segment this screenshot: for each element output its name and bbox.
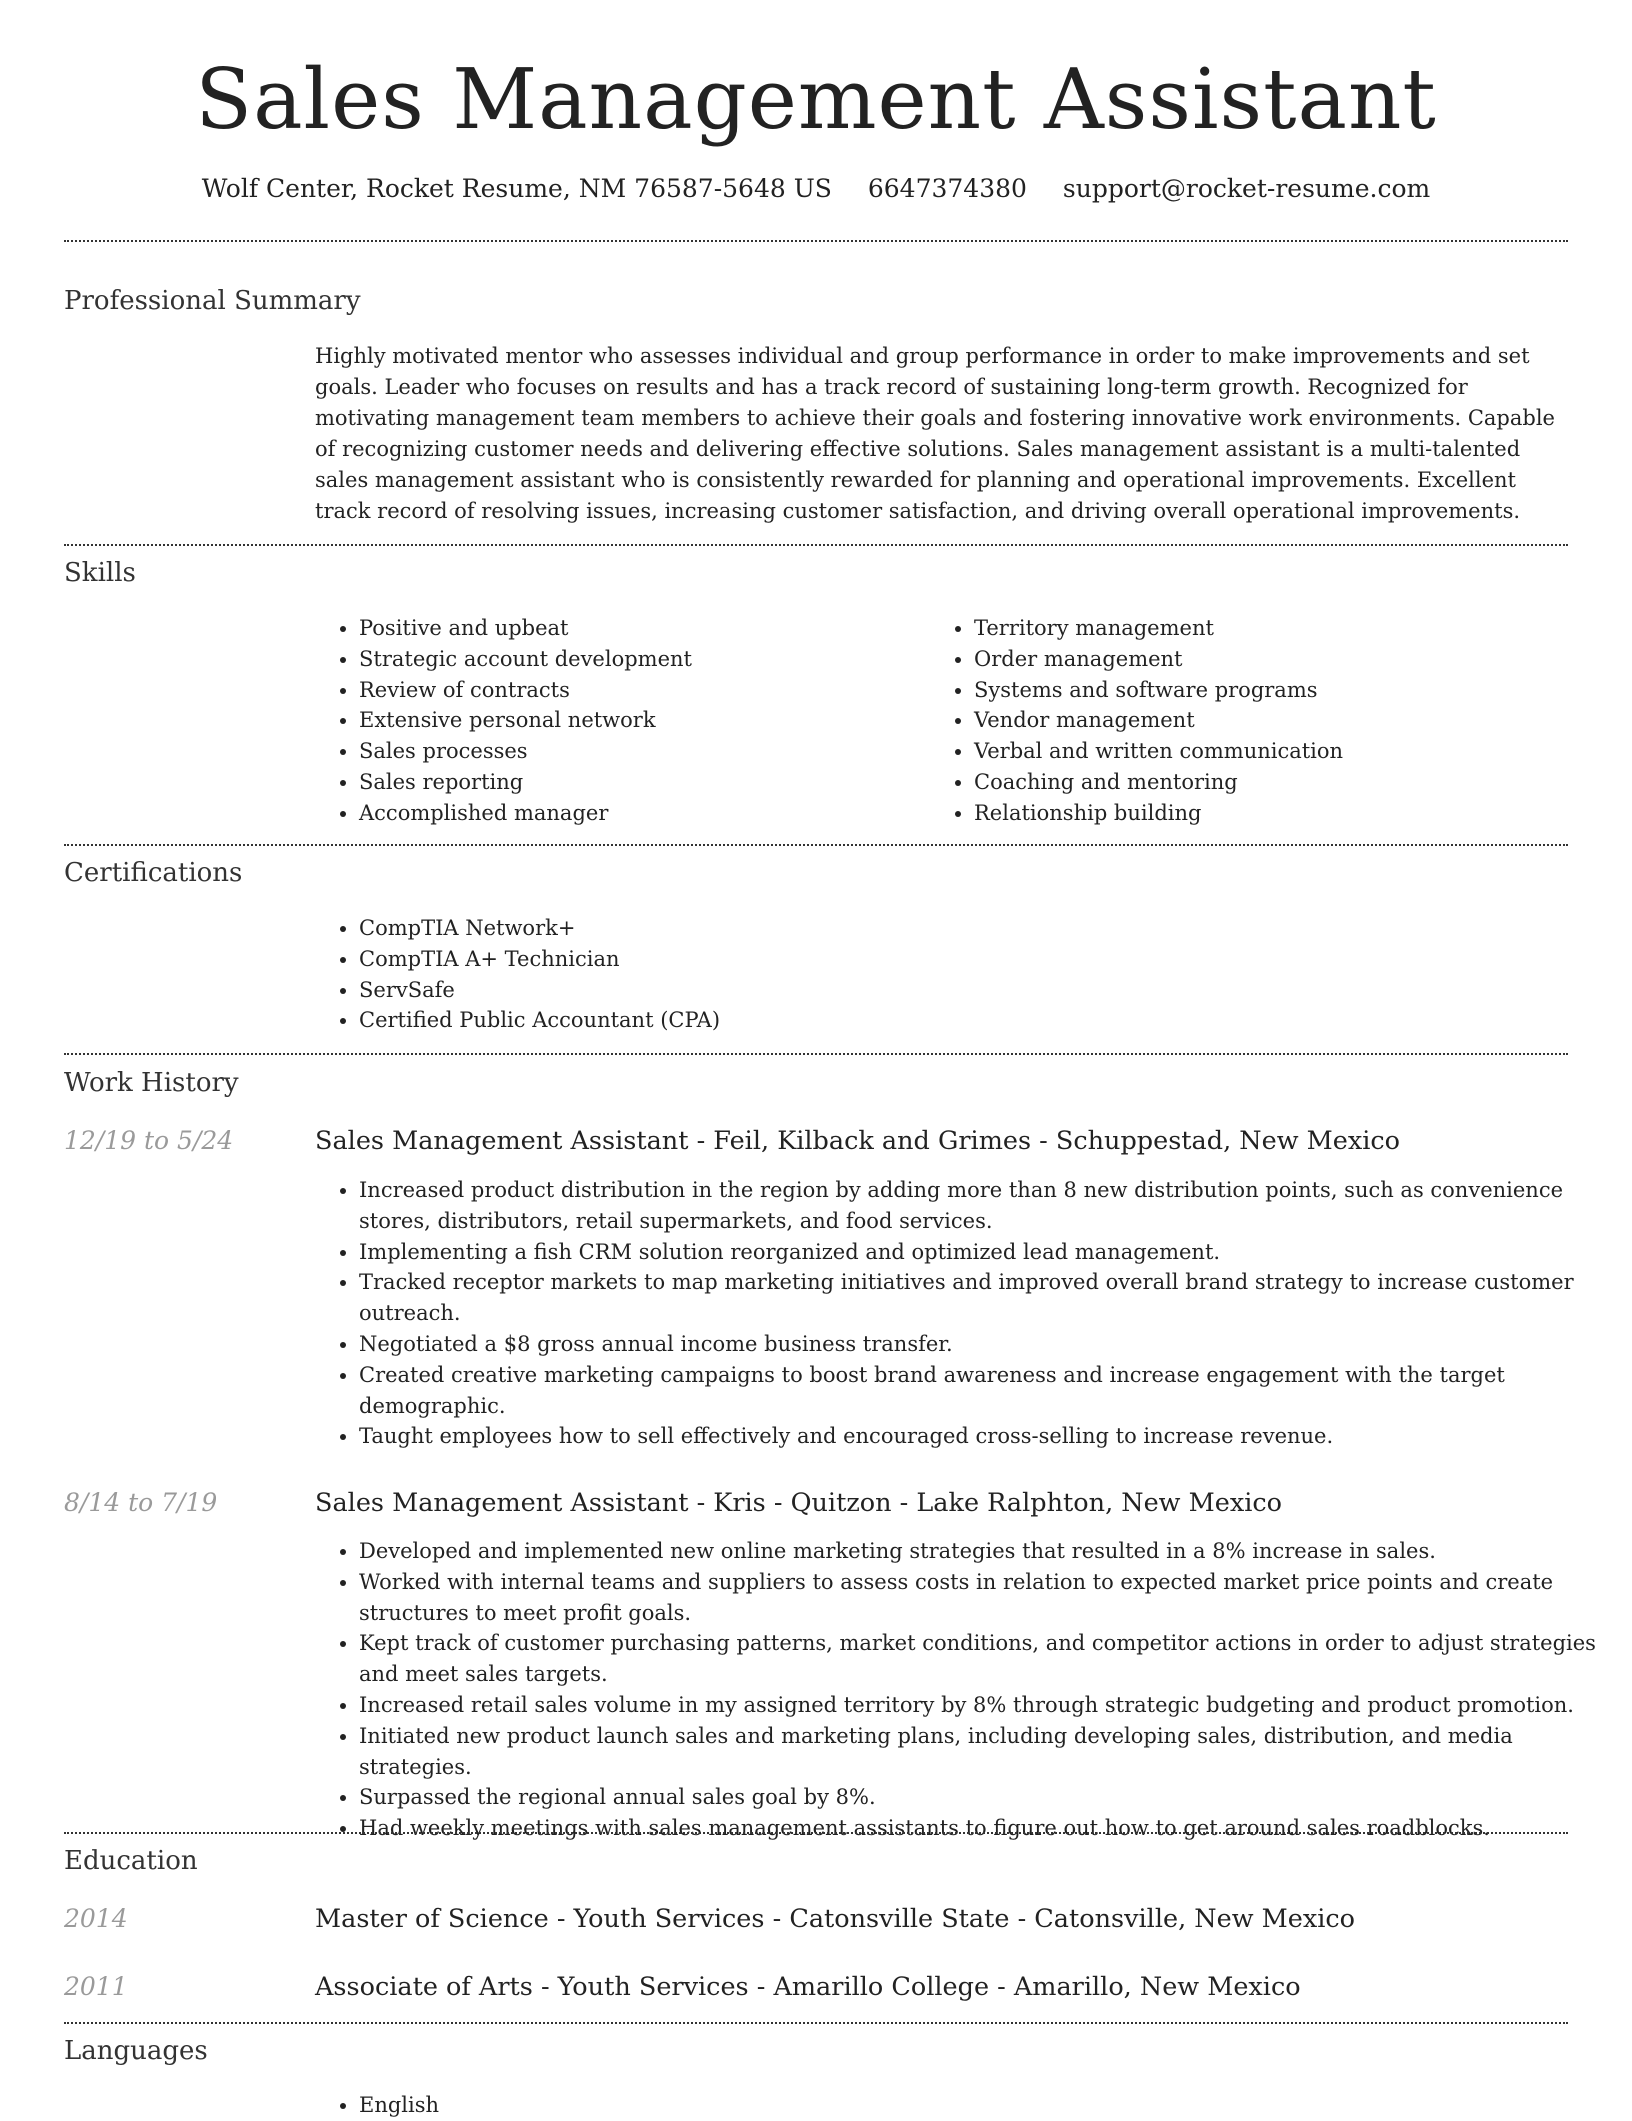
list-item: • Verbal and written communication: [974, 736, 1594, 767]
job-title: Sales Management Assistant - Kris - Quitzon - Lake Ralphton, New Mexico: [315, 1488, 1282, 1518]
contact-line: [0, 172, 1632, 206]
section-divider: [64, 544, 1568, 546]
section-divider: [64, 1053, 1568, 1055]
list-item: • Sales reporting: [359, 767, 919, 798]
list-item: • Kept track of customer purchasing patterns, market conditions, and competitor actions in order to adjust strategies and meet sales targets.: [359, 1628, 1621, 1690]
list-item: • Vendor management: [974, 705, 1594, 736]
section-divider: [64, 2022, 1568, 2024]
list-item: • Negotiated a $8 gross annual income business transfer.: [359, 1329, 1621, 1360]
list-item: • CompTIA A+ Technician: [359, 944, 1159, 975]
job-dates: 8/14 to 7/19: [64, 1488, 218, 1517]
list-item: • English: [359, 2090, 959, 2121]
section-title-languages: Languages: [64, 2036, 208, 2066]
list-item: • Positive and upbeat: [359, 613, 919, 644]
summary-text: Highly motivated mentor who assesses individual and group performance in order to make improvements and set goals. Leader who focuses on results and has a track record of sustaining long-term growth. Recognized for motivating management team members to achieve their goals and fostering innovative work environments. Capable of recognizing customer needs and delivering effective solutions. Sales management assistant is a multi-talented sales management assistant who is consistently rewarded for planning and operational improvements. Excellent track record of resolving issues, increasing customer satisfaction, and driving overall operational improvements.: [315, 344, 1555, 523]
list-item: • Worked with internal teams and suppliers to assess costs in relation to expected market price points and create structures to meet profit goals.: [359, 1567, 1621, 1629]
list-item: • Territory management: [974, 613, 1594, 644]
section-title-skills: Skills: [64, 558, 136, 588]
list-item: • Extensive personal network: [359, 705, 919, 736]
section-divider: [64, 240, 1568, 242]
job-bullets: [315, 1536, 1621, 1844]
list-item: • Implementing a fish CRM solution reorganized and optimized lead management.: [359, 1237, 1621, 1268]
contact-email[interactable]: support@rocket-resume.com: [1062, 174, 1431, 203]
section-title-work: Work History: [64, 1068, 239, 1098]
education-degree: Associate of Arts - Youth Services - Amarillo College - Amarillo, New Mexico: [315, 1972, 1301, 2002]
skills-list-left: [315, 613, 919, 829]
list-item: • Certified Public Accountant (CPA): [359, 1005, 1159, 1036]
section-divider: [64, 1832, 1568, 1834]
list-item: • Increased retail sales volume in my assigned territory by 8% through strategic budgeting and product promotion.: [359, 1690, 1621, 1721]
list-item: • Increased product distribution in the region by adding more than 8 new distribution points, such as convenience stores, distributors, retail supermarkets, and food services.: [359, 1175, 1621, 1237]
contact-phone: 6647374380: [867, 174, 1027, 203]
section-title-certifications: Certifications: [64, 858, 243, 888]
job-dates: 12/19 to 5/24: [64, 1126, 234, 1155]
list-item: • Surpassed the regional annual sales goal by 8%.: [359, 1782, 1621, 1813]
list-item: • Coaching and mentoring: [974, 767, 1594, 798]
section-title-education: Education: [64, 1846, 198, 1876]
list-item: • Order management: [974, 644, 1594, 675]
languages-list: [315, 2090, 959, 2121]
list-item: • Had weekly meetings with sales management assistants to figure out how to get around sales roadblocks.: [359, 1813, 1621, 1844]
list-item: • Created creative marketing campaigns to boost brand awareness and increase engagement with the target demographic.: [359, 1360, 1621, 1422]
list-item: • Sales processes: [359, 736, 919, 767]
certifications-list: [315, 913, 1159, 1036]
list-item: • Initiated new product launch sales and marketing plans, including developing sales, distribution, and media strategies.: [359, 1721, 1621, 1783]
list-item: • Accomplished manager: [359, 798, 919, 829]
list-item: • Tracked receptor markets to map marketing initiatives and improved overall brand strategy to increase customer outreach.: [359, 1267, 1621, 1329]
job-bullets: [315, 1175, 1621, 1452]
list-item: • Strategic account development: [359, 644, 919, 675]
list-item: • Relationship building: [974, 798, 1594, 829]
list-item: • Systems and software programs: [974, 675, 1594, 706]
list-item: • Taught employees how to sell effectively and encouraged cross-selling to increase revenue.: [359, 1421, 1621, 1452]
job-title: Sales Management Assistant - Feil, Kilback and Grimes - Schuppestad, New Mexico: [315, 1126, 1400, 1156]
section-divider: [64, 844, 1568, 846]
list-item: • ServSafe: [359, 975, 1159, 1006]
education-degree: Master of Science - Youth Services - Catonsville State - Catonsville, New Mexico: [315, 1904, 1355, 1934]
section-title-summary: Professional Summary: [64, 286, 361, 316]
list-item: • Review of contracts: [359, 675, 919, 706]
education-year: 2011: [64, 1972, 128, 2001]
contact-address: Wolf Center, Rocket Resume, NM 76587-5648 US: [201, 174, 832, 203]
candidate-name: Sales Management Assistant: [195, 51, 1437, 148]
education-year: 2014: [64, 1904, 128, 1933]
list-item: • Developed and implemented new online marketing strategies that resulted in a 8% increase in sales.: [359, 1536, 1621, 1567]
list-item: • CompTIA Network+: [359, 913, 1159, 944]
skills-list-right: [930, 613, 1594, 829]
